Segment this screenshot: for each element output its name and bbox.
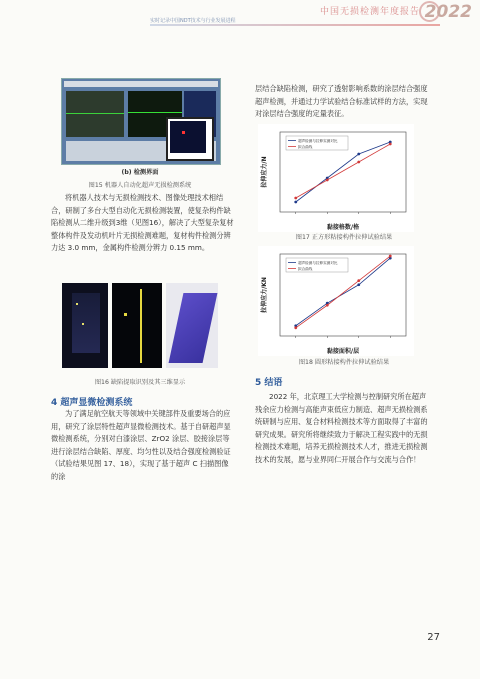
fig15-screenshot: [61, 78, 221, 165]
fig16-caption: 图16 缺陷提取识别及其三维显示: [94, 379, 186, 386]
page-number: 27: [427, 632, 440, 643]
fig15-caption: 图15 机器人自动化超声无损检测系统: [88, 182, 192, 189]
legend-entry: 超声检测与拉伸实测对比: [298, 261, 338, 266]
data-point: [357, 279, 360, 282]
data-point: [357, 153, 360, 156]
report-year: 2022: [424, 2, 472, 22]
series-line-0: [296, 142, 391, 202]
data-point: [294, 326, 297, 329]
x-axis-label: 黏接格数/格: [326, 224, 360, 231]
fig17-chart: [258, 124, 414, 232]
header-rule: [150, 24, 440, 26]
data-point: [357, 283, 360, 286]
fig18-caption: 图18 圆形粘接构件拉伸试验结果: [298, 359, 390, 366]
series-line-1: [296, 144, 391, 198]
left-paragraph-1: 将机器人技术与无损检测技术、图像处理技术相结合，研制了多台大型自动化无损检测装置，使复杂构件缺陷检测从二维升级到3维（见图16），解决了大型复杂复材整体构件及发动机叶片无损检测难题，复材构件检测分辨力达 3.0 mm，金属构件检测分辨力 0.15 mm。: [51, 193, 234, 253]
fig16-image: [62, 283, 218, 368]
x-axis-label: 黏接面积/层: [326, 348, 360, 355]
data-point: [389, 143, 392, 146]
data-point: [326, 304, 329, 307]
right-paragraph-1: 层结合缺陷检测，研究了透射影响系数的涂层结合强度超声检测，并通过力学试验结合标准试样的方法，实现对涂层结合强度的定量表征。: [255, 84, 428, 119]
legend-entry: 超声检测与拉伸实测对比: [298, 139, 338, 144]
data-point: [389, 255, 392, 258]
data-point: [294, 197, 297, 200]
data-point: [294, 201, 297, 204]
section-4-body: 为了满足航空航天等领域中关键部件及重要场合的应用，研究了涂层特性超声显微检测技术。基于自研超声显微检测系统，分别对白漆涂层、ZrO2 涂层、胶接涂层等进行涂层结合缺陷、厚度、均匀性以及结合强度检测验证（试验结果见图 17、18），实现了基于超声 C 扫描图像的涂: [51, 409, 231, 481]
legend-entry: 拟合曲线: [298, 145, 313, 150]
data-point: [326, 179, 329, 182]
y-axis-label: 拉伸应力/KN: [261, 277, 268, 313]
fig15-sublabel: (b) 检测界面: [121, 169, 159, 176]
section-5-body: 2022 年，北京理工大学检测与控制研究所在超声残余应力检测与高能声束低应力制造、超声无损检测系统研制与应用、复合材料检测技术等方面取得了丰富的研究成果。研究所将继续致力于解决工程实践中的无损检测技术难题，培养无损检测技术人才，推进无损检测技术的发展，愿与业界同仁开展合作与交流与合作！: [255, 392, 428, 464]
legend-entry: 拟合曲线: [298, 267, 313, 272]
data-point: [357, 161, 360, 164]
report-title: 中国无损检测年度报告: [319, 7, 420, 17]
fig18-chart: [258, 246, 414, 356]
fig17-caption: 图17 正方形粘接构件拉伸试验结果: [295, 234, 393, 241]
report-subtitle: 实时记录中国NDT技术与行业发展进程: [150, 18, 236, 24]
section-4-title: 4 超声显微检测系统: [51, 398, 133, 408]
y-axis-label: 拉伸应力/N: [261, 156, 268, 188]
section-5-title: 5 结语: [255, 378, 283, 388]
